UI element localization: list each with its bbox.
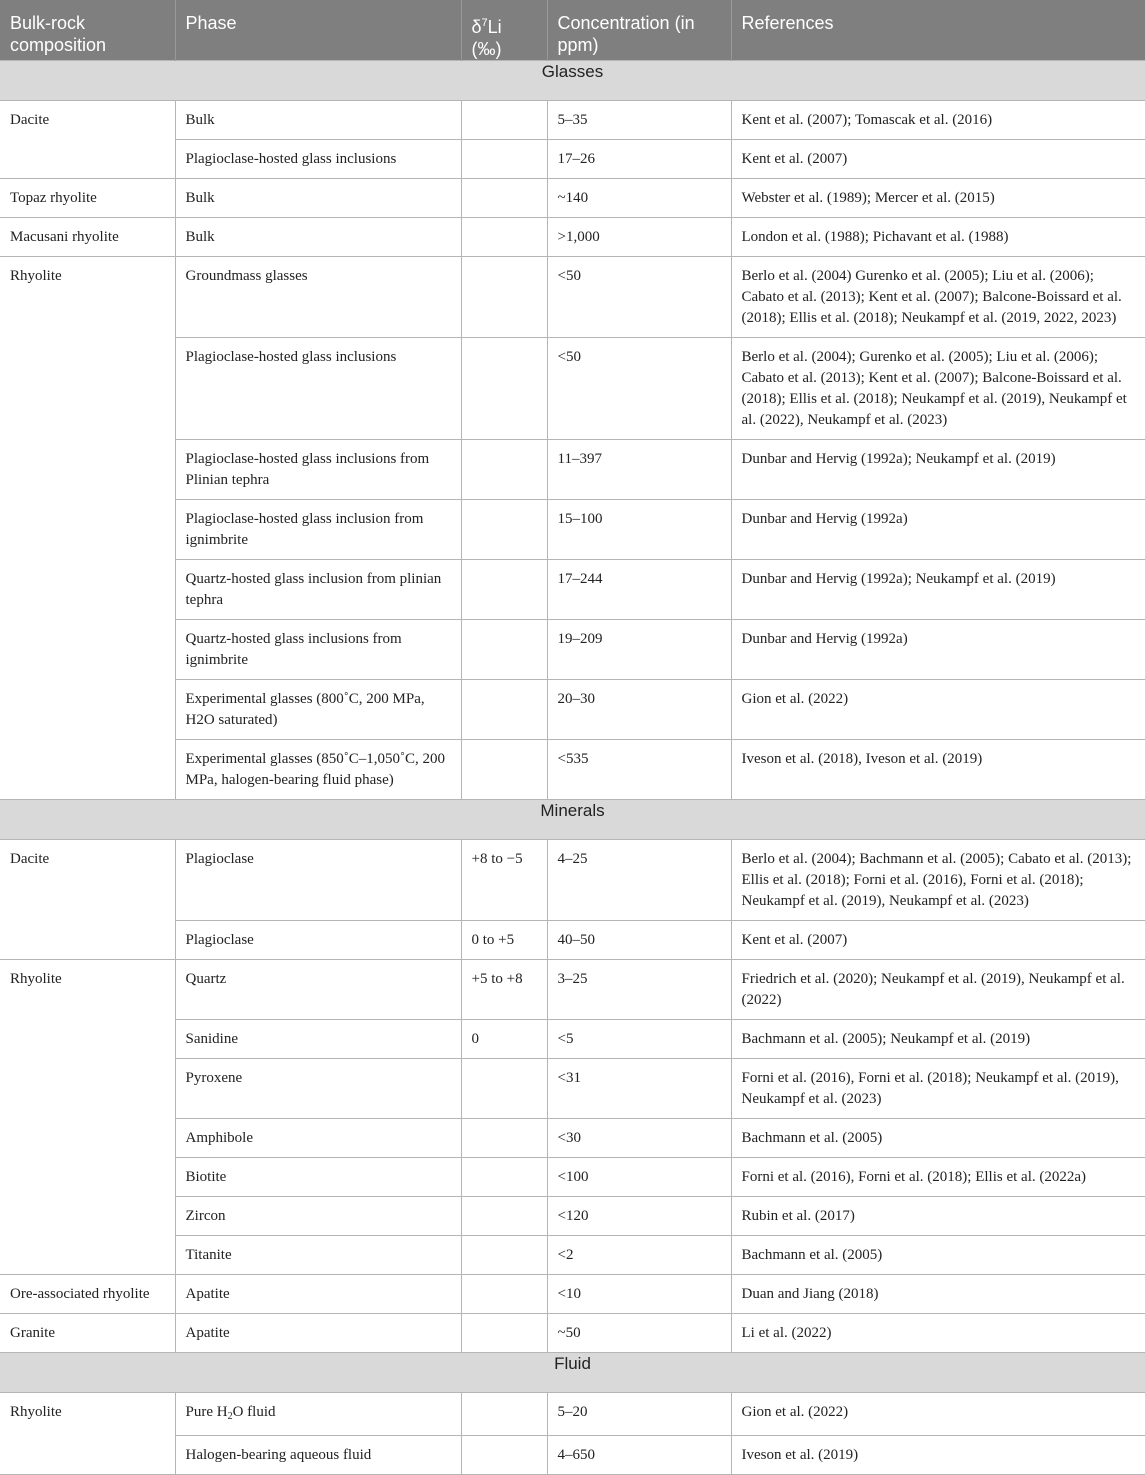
phase-cell: Experimental glasses (850˚C–1,050˚C, 200 MPa, halogen-bearing fluid phase) — [175, 740, 461, 800]
concentration-cell: 17–244 — [547, 560, 731, 620]
references-cell: Berlo et al. (2004) Gurenko et al. (2005); Liu et al. (2006); Cabato et al. (2013); Kent et al. (2007); Balcone-Boissard et al. (2018); Ellis et al. (2018); Neukampf et al. (2019, 2022, 2023) — [731, 257, 1145, 338]
delta-cell — [461, 218, 547, 257]
concentration-cell: 19–209 — [547, 620, 731, 680]
header-concentration: Concentration (in ppm) — [547, 0, 731, 61]
delta-cell — [461, 680, 547, 740]
concentration-cell: <50 — [547, 257, 731, 338]
composition-cell: Topaz rhyolite — [0, 179, 175, 218]
header-delta-li: $\delta^7Li$ (‰) — [461, 0, 547, 61]
concentration-cell: 4–650 — [547, 1436, 731, 1475]
header-composition: Bulk-rock composition — [0, 0, 175, 61]
phase-cell: Plagioclase-hosted glass inclusions — [175, 140, 461, 179]
references-cell: Forni et al. (2016), Forni et al. (2018); Neukampf et al. (2019), Neukampf et al. (2023) — [731, 1059, 1145, 1119]
delta-cell — [461, 1314, 547, 1353]
section-fluid — [0, 1353, 1145, 1393]
table-row — [0, 179, 1145, 218]
delta-cell: +8 to −5 — [461, 840, 547, 921]
phase-cell: Plagioclase — [175, 921, 461, 960]
references-cell: Dunbar and Hervig (1992a) — [731, 500, 1145, 560]
table-header — [0, 0, 1145, 61]
concentration-cell: <535 — [547, 740, 731, 800]
section-title: Glasses — [0, 61, 1145, 101]
references-cell: Kent et al. (2007) — [731, 921, 1145, 960]
concentration-cell: 17–26 — [547, 140, 731, 179]
concentration-cell: <50 — [547, 338, 731, 440]
table-row — [0, 960, 1145, 1020]
concentration-cell: <100 — [547, 1158, 731, 1197]
phase-cell: Apatite — [175, 1275, 461, 1314]
delta-cell — [461, 440, 547, 500]
references-cell: Webster et al. (1989); Mercer et al. (2015) — [731, 179, 1145, 218]
phase-cell: Amphibole — [175, 1119, 461, 1158]
phase-cell: Quartz — [175, 960, 461, 1020]
table-row — [0, 840, 1145, 921]
section-minerals — [0, 800, 1145, 840]
references-cell: Kent et al. (2007); Tomascak et al. (2016) — [731, 101, 1145, 140]
table-row — [0, 1393, 1145, 1436]
concentration-cell: 15–100 — [547, 500, 731, 560]
delta-cell — [461, 338, 547, 440]
delta-cell: 0 to +5 — [461, 921, 547, 960]
references-cell: Gion et al. (2022) — [731, 1393, 1145, 1436]
phase-cell: Sanidine — [175, 1020, 461, 1059]
references-cell: Gion et al. (2022) — [731, 680, 1145, 740]
table-row — [0, 1314, 1145, 1353]
table-row — [0, 1275, 1145, 1314]
delta-cell — [461, 140, 547, 179]
composition-cell: Rhyolite — [0, 1393, 175, 1475]
phase-cell: Quartz-hosted glass inclusions from ignimbrite — [175, 620, 461, 680]
delta-cell — [461, 740, 547, 800]
header-phase: Phase — [175, 0, 461, 61]
delta-cell — [461, 1197, 547, 1236]
composition-cell: Dacite — [0, 840, 175, 960]
concentration-cell: ~50 — [547, 1314, 731, 1353]
delta-cell — [461, 1119, 547, 1158]
delta-cell — [461, 560, 547, 620]
composition-cell: Rhyolite — [0, 257, 175, 800]
references-cell: Li et al. (2022) — [731, 1314, 1145, 1353]
section-glasses — [0, 61, 1145, 101]
phase-cell: Halogen-bearing aqueous fluid — [175, 1436, 461, 1475]
phase-cell: Bulk — [175, 179, 461, 218]
references-cell: Dunbar and Hervig (1992a); Neukampf et al. (2019) — [731, 560, 1145, 620]
concentration-cell: <31 — [547, 1059, 731, 1119]
delta-cell: 0 — [461, 1020, 547, 1059]
phase-cell: Experimental glasses (800˚C, 200 MPa, H2O saturated) — [175, 680, 461, 740]
phase-cell: Pure $H_2O$ fluid — [175, 1393, 461, 1436]
delta-cell — [461, 257, 547, 338]
delta-cell — [461, 179, 547, 218]
phase-cell: Plagioclase-hosted glass inclusions from Plinian tephra — [175, 440, 461, 500]
composition-cell: Dacite — [0, 101, 175, 179]
header-references: References — [731, 0, 1145, 61]
section-title: Minerals — [0, 800, 1145, 840]
phase-cell: Groundmass glasses — [175, 257, 461, 338]
phase-cell: Zircon — [175, 1197, 461, 1236]
references-cell: Iveson et al. (2019) — [731, 1436, 1145, 1475]
references-cell: Duan and Jiang (2018) — [731, 1275, 1145, 1314]
composition-cell: Rhyolite — [0, 960, 175, 1275]
references-cell: Iveson et al. (2018), Iveson et al. (2019) — [731, 740, 1145, 800]
composition-cell: Granite — [0, 1314, 175, 1353]
phase-cell: Plagioclase-hosted glass inclusion from ignimbrite — [175, 500, 461, 560]
delta-cell — [461, 1236, 547, 1275]
references-cell: Bachmann et al. (2005) — [731, 1236, 1145, 1275]
composition-cell: Macusani rhyolite — [0, 218, 175, 257]
phase-cell: Plagioclase — [175, 840, 461, 921]
references-cell: Dunbar and Hervig (1992a) — [731, 620, 1145, 680]
phase-cell: Apatite — [175, 1314, 461, 1353]
delta-cell — [461, 101, 547, 140]
phase-cell: Titanite — [175, 1236, 461, 1275]
references-cell: Friedrich et al. (2020); Neukampf et al. (2019), Neukampf et al. (2022) — [731, 960, 1145, 1020]
delta-cell: +5 to +8 — [461, 960, 547, 1020]
phase-cell: Bulk — [175, 101, 461, 140]
delta-cell — [461, 1059, 547, 1119]
concentration-cell: 5–20 — [547, 1393, 731, 1436]
table-row — [0, 101, 1145, 140]
concentration-cell: <10 — [547, 1275, 731, 1314]
concentration-cell: 11–397 — [547, 440, 731, 500]
table-row — [0, 257, 1145, 338]
phase-cell: Plagioclase-hosted glass inclusions — [175, 338, 461, 440]
references-cell: Kent et al. (2007) — [731, 140, 1145, 179]
references-cell: Berlo et al. (2004); Gurenko et al. (2005); Liu et al. (2006); Cabato et al. (2013); Kent et al. (2007); Balcone-Boissard et al. (2018); Ellis et al. (2018); Neukampf et al. (2019), Neukampf et al. (2022), Neukampf et al. (2023) — [731, 338, 1145, 440]
phase-cell: Biotite — [175, 1158, 461, 1197]
delta-cell — [461, 1158, 547, 1197]
phase-cell: Pyroxene — [175, 1059, 461, 1119]
phase-cell: Bulk — [175, 218, 461, 257]
concentration-cell: 40–50 — [547, 921, 731, 960]
concentration-cell: 20–30 — [547, 680, 731, 740]
table-row — [0, 218, 1145, 257]
concentration-cell: 5–35 — [547, 101, 731, 140]
references-cell: Forni et al. (2016), Forni et al. (2018); Ellis et al. (2022a) — [731, 1158, 1145, 1197]
concentration-cell: <30 — [547, 1119, 731, 1158]
delta-cell — [461, 1436, 547, 1475]
concentration-cell: <120 — [547, 1197, 731, 1236]
delta-cell — [461, 620, 547, 680]
concentration-cell: 4–25 — [547, 840, 731, 921]
references-cell: Berlo et al. (2004); Bachmann et al. (2005); Cabato et al. (2013); Ellis et al. (2018); Forni et al. (2016), Forni et al. (2018); Neukampf et al. (2019), Neukampf et al. (2023) — [731, 840, 1145, 921]
references-cell: Rubin et al. (2017) — [731, 1197, 1145, 1236]
section-title: Fluid — [0, 1353, 1145, 1393]
concentration-cell: <5 — [547, 1020, 731, 1059]
concentration-cell: <2 — [547, 1236, 731, 1275]
concentration-cell: ~140 — [547, 179, 731, 218]
references-cell: Bachmann et al. (2005) — [731, 1119, 1145, 1158]
delta-cell — [461, 1275, 547, 1314]
references-cell: Dunbar and Hervig (1992a); Neukampf et al. (2019) — [731, 440, 1145, 500]
references-cell: Bachmann et al. (2005); Neukampf et al. (2019) — [731, 1020, 1145, 1059]
delta-cell — [461, 1393, 547, 1436]
concentration-cell: >1,000 — [547, 218, 731, 257]
composition-cell: Ore-associated rhyolite — [0, 1275, 175, 1314]
references-cell: London et al. (1988); Pichavant et al. (1988) — [731, 218, 1145, 257]
delta-cell — [461, 500, 547, 560]
phase-cell: Quartz-hosted glass inclusion from plinian tephra — [175, 560, 461, 620]
concentration-cell: 3–25 — [547, 960, 731, 1020]
